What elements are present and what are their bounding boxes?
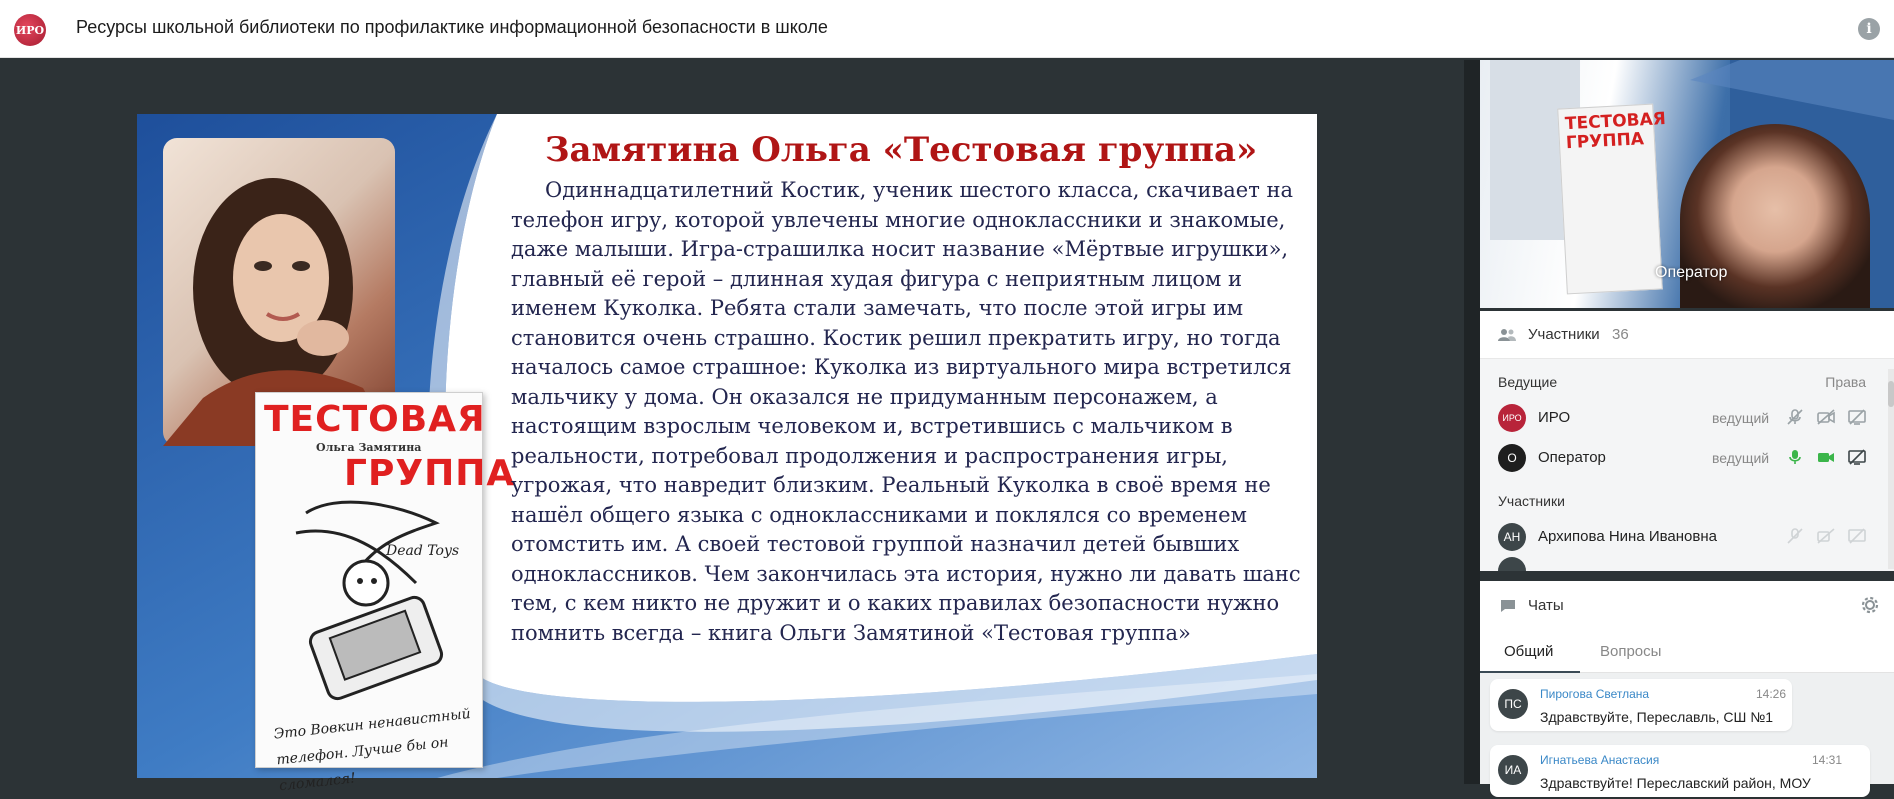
chats-label: Чаты — [1528, 597, 1564, 614]
book-author: Ольга Замятина — [316, 441, 422, 454]
participant-name: Оператор — [1538, 449, 1606, 466]
message-time: 14:26 — [1756, 687, 1787, 701]
video-book-title: ТЕСТОВАЯ ГРУППА — [1564, 108, 1667, 154]
rights-label: Права — [1825, 374, 1866, 390]
participants-scroll-thumb[interactable] — [1888, 381, 1894, 407]
screen-share-off-icon[interactable] — [1848, 408, 1866, 426]
avatar: О — [1498, 444, 1526, 472]
message-text: Здравствуйте! Переславский район, МОУ — [1540, 775, 1811, 791]
participant-row-operator[interactable] — [1480, 439, 1880, 475]
avatar: ИРО — [1498, 404, 1526, 432]
slide-body-text: Одиннадцатилетний Костик, ученик шестого класса, скачивает на телефон игру, которой увлечены многие одноклассники и знакомые, даже малыши. Игра-страшилка носит название «Мёртвые игрушки», главный её герой – длинная худая фигура с неприятным лицом и именем Куколка. Ребята стали замечать, что после этой игры им становится очень страшно. Костик решил прекратить игру, но тогда началось самое страшное: Куколка из виртуального мира встретился мальчику у дома. Он оказался не придуманным персонажем, а настоящим взрослым человеком и, встретившись с мальчиком в реальности, потребовал продолжения и распространения игры, угрожая, что навредит близким. Реальный Куколка в своё время не нашёл общего языка с одноклассниками и поклялся со временем отомстить им. А своей тестовой группой назначил детей бывших одноклассников. Чем закончилась эта история, нужно ли давать шанс тем, с кем никто не дружит и о каких правилах безопасности нужно помнить всегда – книга Ольги Замятиной «Тестовая группа» — [511, 178, 1301, 645]
participants-header[interactable] — [1480, 311, 1894, 359]
top-bar — [0, 0, 1894, 58]
message-time: 14:31 — [1812, 753, 1843, 767]
camera-on-icon[interactable] — [1817, 448, 1835, 466]
people-icon — [1498, 328, 1516, 342]
participant-role: ведущий — [1712, 410, 1770, 426]
camera-off-icon[interactable] — [1817, 408, 1835, 426]
message-author[interactable]: Пирогова Светлана — [1540, 687, 1650, 701]
participants-count: 36 — [1612, 326, 1629, 343]
video-participant-label: Оператор — [1655, 264, 1728, 281]
speaker-video[interactable] — [1480, 60, 1894, 308]
video-person — [1680, 124, 1870, 314]
chat-message — [1490, 679, 1792, 731]
book-caption: Это Вовкин ненавистный телефон. Лучше бы он сломался! — [272, 705, 472, 795]
presentation-slide — [137, 114, 1317, 795]
book-illustration — [276, 493, 466, 703]
participants-label: Участники — [1528, 326, 1600, 343]
screen-share-off-icon[interactable] — [1848, 527, 1866, 545]
participant-name: ИРО — [1538, 409, 1571, 426]
participant-row-iro[interactable] — [1480, 399, 1880, 435]
mic-off-icon[interactable] — [1786, 408, 1804, 426]
iro-logo[interactable]: ИРО — [14, 14, 46, 46]
avatar: ПС — [1498, 689, 1528, 719]
hosts-section-title: Ведущие — [1498, 374, 1558, 390]
participant-row-arkhipova[interactable] — [1480, 518, 1880, 554]
participant-role: ведущий — [1712, 450, 1770, 466]
members-section-title: Участники — [1498, 493, 1565, 509]
message-text: Здравствуйте, Переславль, СШ №1 — [1540, 709, 1774, 725]
tab-general[interactable]: Общий — [1504, 643, 1554, 660]
mic-on-icon[interactable] — [1786, 448, 1804, 466]
camera-off-icon[interactable] — [1817, 527, 1835, 545]
avatar: ИА — [1498, 755, 1528, 785]
video-book — [1557, 104, 1667, 295]
message-author[interactable]: Игнатьева Анастасия — [1540, 753, 1660, 767]
chats-header[interactable] — [1480, 581, 1894, 631]
tab-questions[interactable]: Вопросы — [1600, 643, 1662, 660]
slide-heading: Замятина Ольга «Тестовая группа» — [545, 130, 1258, 170]
avatar: АН — [1498, 523, 1526, 551]
info-icon[interactable]: i — [1858, 18, 1880, 40]
chat-tabs — [1480, 631, 1894, 673]
chat-icon — [1500, 599, 1516, 613]
mic-off-icon[interactable] — [1786, 527, 1804, 545]
book-title-line2: ГРУППА — [344, 453, 516, 494]
book-title-line1: ТЕСТОВАЯ — [264, 399, 486, 440]
panel-divider[interactable] — [1464, 60, 1480, 784]
participant-name: Архипова Нина Ивановна — [1538, 528, 1717, 545]
participants-list — [1480, 359, 1894, 571]
screen-share-off-icon[interactable] — [1848, 448, 1866, 466]
chat-messages — [1480, 673, 1894, 791]
page-title: Ресурсы школьной библиотеки по профилактике информационной безопасности в школе — [76, 17, 828, 37]
gear-icon[interactable] — [1858, 593, 1882, 617]
chat-separator — [1480, 571, 1894, 581]
svg-text:Dead Toys: Dead Toys — [386, 543, 460, 559]
book-cover — [255, 392, 516, 795]
chat-message — [1490, 745, 1870, 797]
